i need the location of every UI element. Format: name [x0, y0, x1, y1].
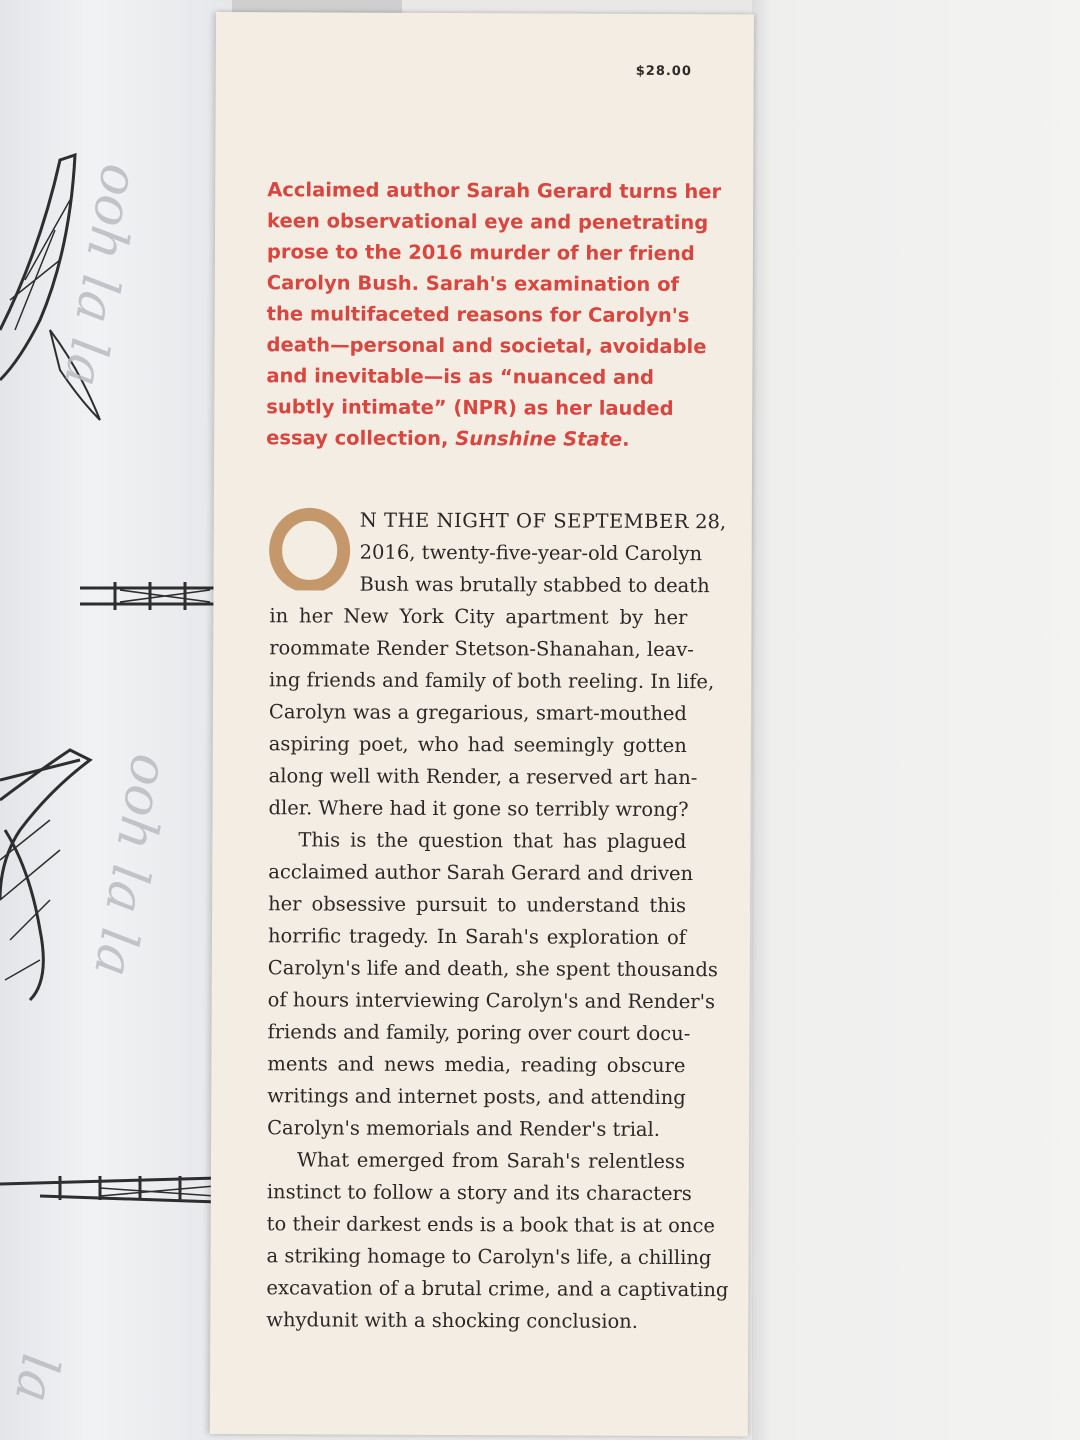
- blurb-line: prose to the 2016 murder of her friend: [266, 240, 695, 266]
- blurb-line: keen observational eye and penetrating: [267, 209, 709, 235]
- body-line: aspiring poet, who had seemingly gotten: [268, 732, 687, 758]
- blurb-text: [266, 174, 722, 455]
- blurb-line: subtly intimate” (NPR) as her lauded: [266, 395, 674, 421]
- body-line: friends and family, poring over court docu-: [267, 1020, 691, 1046]
- body-line: writings and internet posts, and attending: [267, 1084, 686, 1110]
- body-line: Bush was brutally stabbed to death: [359, 572, 710, 598]
- body-line: instinct to follow a story and its characters: [266, 1180, 692, 1206]
- dust-jacket-flap: [210, 12, 754, 1436]
- body-line: ing friends and family of both reeling. In life,: [269, 668, 715, 694]
- fabric-script-text: ooh la la: [81, 749, 180, 982]
- body-line: a striking homage to Carolyn's life, a chilling: [266, 1244, 712, 1270]
- blurb-line: [266, 422, 706, 455]
- body-line: to their darkest ends is a book that is at once: [266, 1212, 716, 1238]
- body-line: Carolyn was a gregarious, smart-mouthed: [268, 700, 687, 726]
- body-line: [270, 504, 727, 538]
- body-line: acclaimed author Sarah Gerard and driven: [268, 860, 694, 886]
- body-line: of hours interviewing Carolyn's and Render's: [267, 988, 716, 1014]
- blurb-line-prefix: essay collection,: [266, 426, 456, 451]
- blurb-line: and inevitable—is as “nuanced and: [266, 364, 655, 389]
- fabric-script-text: ooh la la: [51, 159, 151, 392]
- body-line: 2016, twenty-five-year-old Carolyn: [359, 540, 703, 566]
- body-line: dler. Where had it gone so terribly wrong?: [268, 796, 689, 822]
- body-line: This is the question that has plagued: [298, 828, 687, 854]
- body-line: ments and news media, reading obscure: [267, 1052, 686, 1078]
- price-label: $28.00: [635, 63, 692, 80]
- description-body: [266, 504, 729, 1338]
- background-fabric: [0, 0, 232, 1440]
- body-line: Carolyn's life and death, she spent thousands: [267, 956, 718, 982]
- body-line: Carolyn's memorials and Render's trial.: [267, 1116, 661, 1141]
- fabric-script-text: la: [2, 1349, 71, 1407]
- body-line: her obsessive pursuit to understand this: [268, 892, 687, 918]
- opening-caps: N THE NIGHT OF SEPTEMBER: [359, 508, 689, 534]
- body-line: in her New York City apartment by her: [269, 604, 688, 630]
- blurb-line: Carolyn Bush. Sarah's examination of: [266, 271, 680, 297]
- opening-rest: 28,: [688, 510, 727, 534]
- body-line: whydunit with a shocking conclusion.: [266, 1308, 639, 1333]
- body-line: horrific tragedy. In Sarah's exploration of: [267, 924, 687, 950]
- body-line: excavation of a brutal crime, and a captivating: [266, 1276, 729, 1302]
- blurb-line: death—personal and societal, avoidable: [266, 333, 707, 359]
- body-line: roommate Render Stetson-Shanahan, leav-: [269, 636, 694, 662]
- blurb-line: Acclaimed author Sarah Gerard turns her: [267, 178, 722, 204]
- body-line: What emerged from Sarah's relentless: [296, 1148, 686, 1174]
- book-page: [752, 0, 1080, 1440]
- body-line: along well with Render, a reserved art han-: [268, 764, 698, 790]
- blurb-line: the multifaceted reasons for Carolyn's: [266, 302, 690, 328]
- book-title: Sunshine State: [455, 427, 623, 451]
- blurb-line-suffix: .: [622, 427, 630, 451]
